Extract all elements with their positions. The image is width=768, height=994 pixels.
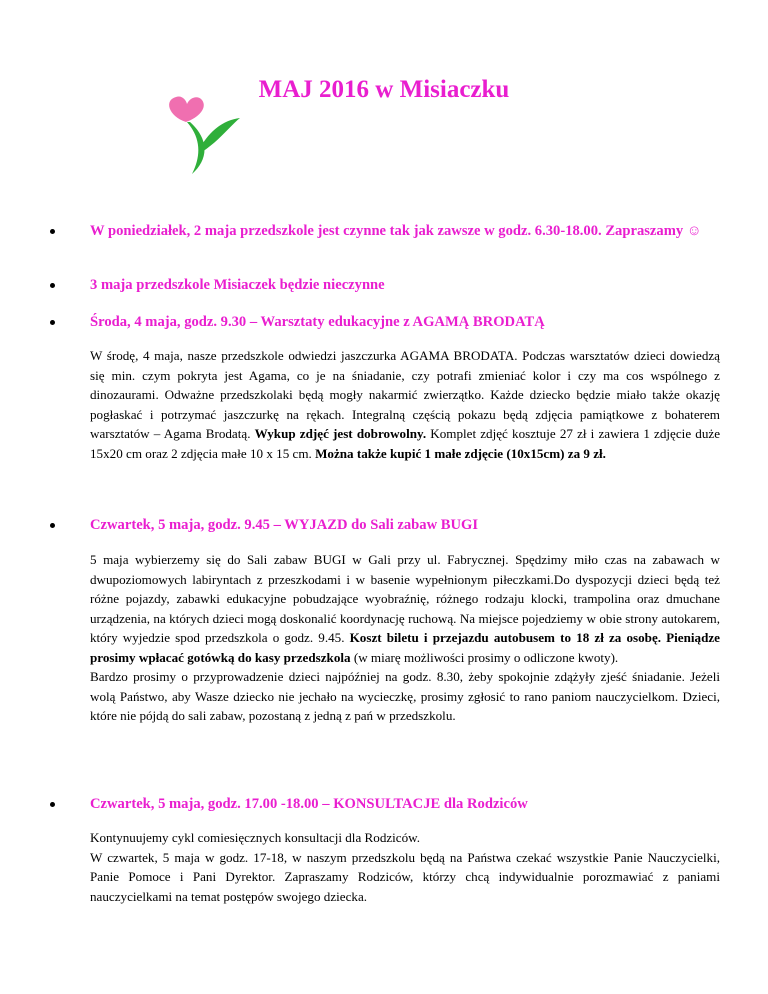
section-paragraph: Kontynuujemy cykl comiesięcznych konsultacji dla Rodziców. W czwartek, 5 maja w godz. 17-18, w naszym przedszkolu będą na Państwa czekać wszystkie Panie Nauczycielki, Panie Pomoce i Pani Dyrektor. Zapraszamy Rodziców, którzy chcą indywidualnie porozmawiać z paniami nauczycielkami na temat postępów swojego dziecka. — [90, 830, 720, 904]
page-title: MAJ 2016 w Misiaczku — [258, 76, 510, 103]
section-paragraph: 5 maja wybierzemy się do Sali zabaw BUGI w Gali przy ul. Fabrycznej. Spędzimy miło czas na zabawach w dwupoziomowych labiryntach z przeszkodami i w basenie wypełnionym piłeczkami.Do dyspozycji dzieci będą też różne pojazdy, zabawki edukacyjne pobudzające wyobraźnię, różnego rodzaju klocki, trampolina oraz dmuchane urządzenia, na których dzieci mogą doskonalić koordynację ruchową. Na miejsce pojedziemy w obie strony autokarem, który wyjedzie spod przedszkola o godz. 9.45. Koszt biletu i przejazdu autobusem to 18 zł za osobę. Pieniądze prosimy wpłacać gotówką do kasy przedszkola (w miarę możliwości prosimy o odliczone kwoty). Bardzo prosimy o przyprowadzenie dzieci najpóźniej na godz. 8.30, żeby spokojnie zdążyły zjeść śniadanie. Jeżeli wolą Państwo, aby Wasze dziecko nie jechało na wycieczkę, prosimy zgłosić to rano paniom nauczycielkom. Dzieci, które nie pójdą do sali zabaw, pozostaną z jedną z pań w przedszkolu. — [90, 552, 720, 723]
list-item: 3 maja przedszkole Misiaczek będzie nieczynne — [50, 276, 720, 295]
bullet-icon — [50, 229, 55, 234]
flower-heart-logo — [160, 92, 242, 182]
list-item: Środa, 4 maja, godz. 9.30 – Warsztaty edukacyjne z AGAMĄ BRODATĄ — [50, 313, 720, 332]
list-item: Czwartek, 5 maja, godz. 17.00 -18.00 – KONSULTACJE dla Rodziców — [50, 795, 720, 814]
heart-shape — [169, 97, 204, 122]
leaf-shape — [200, 118, 240, 152]
bullet-icon — [50, 283, 55, 288]
bullet-icon — [50, 320, 55, 325]
bullet-icon — [50, 523, 55, 528]
list-item: Czwartek, 5 maja, godz. 9.45 – WYJAZD do Sali zabaw BUGI — [50, 516, 720, 535]
list-item: W poniedziałek, 2 maja przedszkole jest czynne tak jak zawsze w godz. 6.30-18.00. Zapraszamy ☺ — [50, 222, 720, 241]
bullet-icon — [50, 802, 55, 807]
section-paragraph: W środę, 4 maja, nasze przedszkole odwiedzi jaszczurka AGAMA BRODATA. Podczas warsztatów dzieci dowiedzą się min. czym pokryta jest Agama, co je na śniadanie, czy potrafi zmieniać kolor i czy ma cos wspólnego z dinozaurami. Odważne przedszkolaki będą mogły nakarmić zwierzątko. Każde dziecko będzie miało także okazję pogłaskać i potrzymać jaszczurkę na rękach. Integralną częścią pokazu będą zdjęcia pamiątkowe z bohaterem warsztatów – Agama Brodatą. Wykup zdjęć jest dobrowolny. Komplet zdjęć kosztuje 27 zł i zawiera 1 zdjęcie duże 15x20 cm oraz 2 zdjęcia małe 10 x 15 cm. Można także kupić 1 małe zdjęcie (10x15cm) za 9 zł. — [90, 348, 721, 461]
